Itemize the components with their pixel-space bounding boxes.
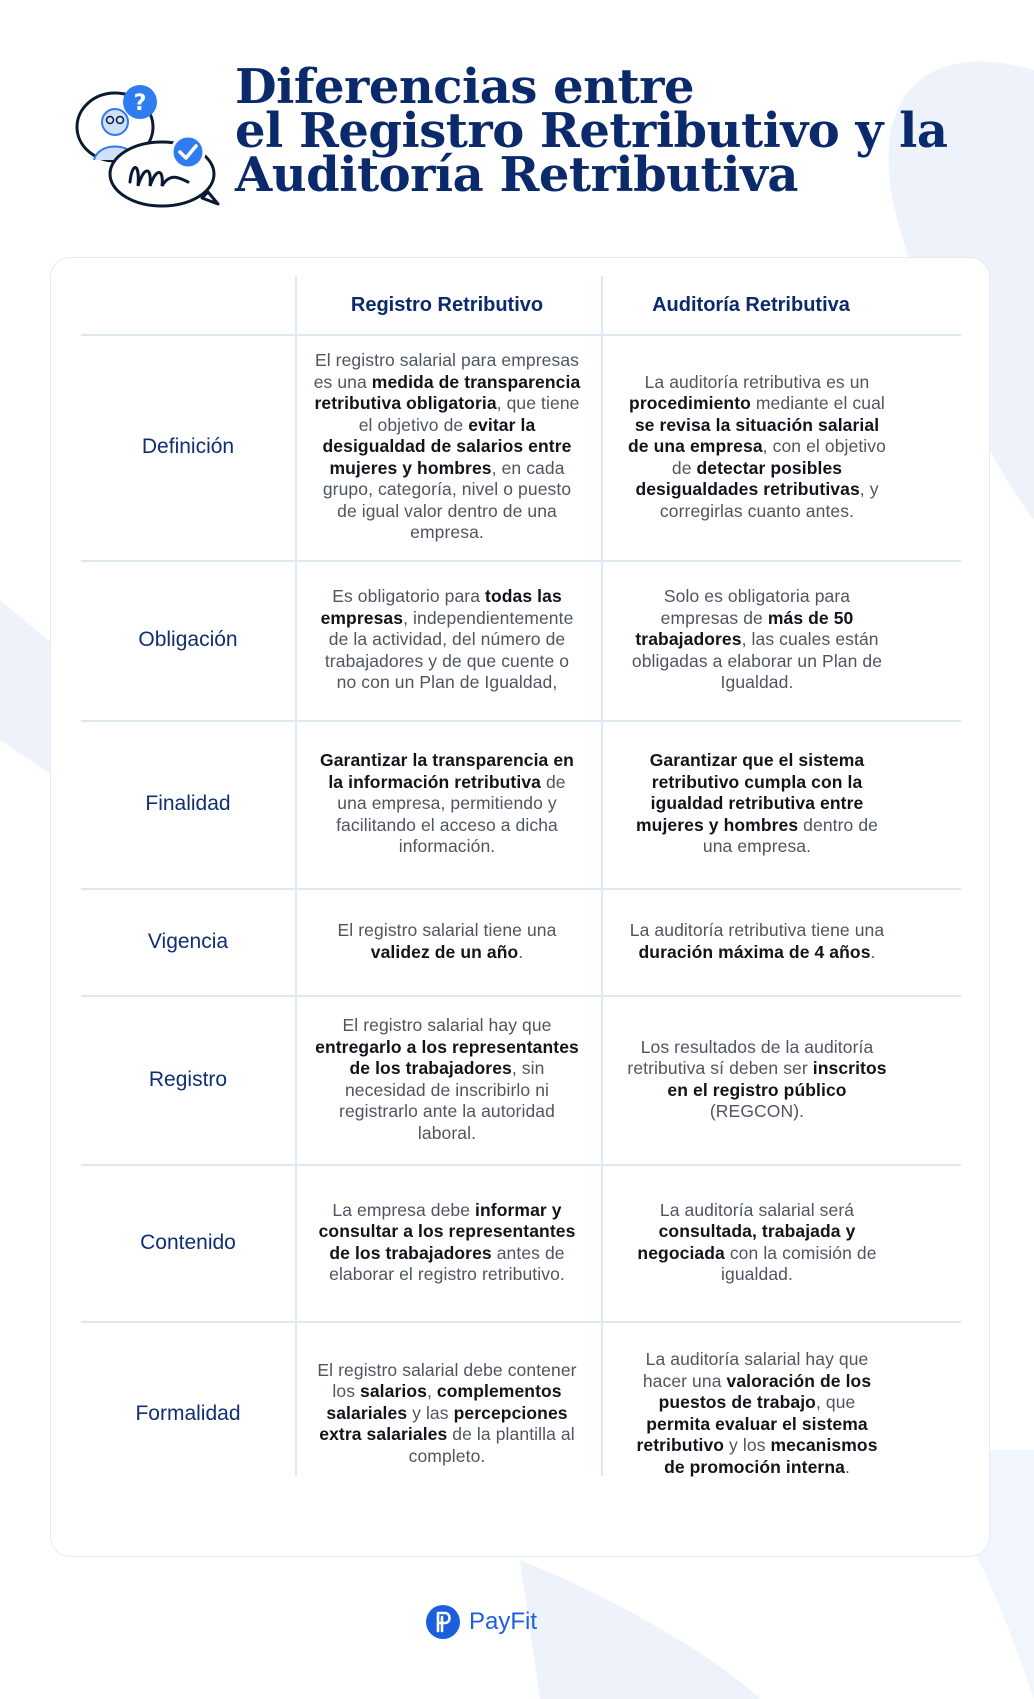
svg-text:?: ? xyxy=(133,91,147,116)
payfit-logo-icon xyxy=(425,1604,461,1640)
cell-text: Garantizar la transparencia en la información retributiva de una empresa, permitiendo y facilitando el acceso a dicha información. xyxy=(320,750,574,857)
cell-registro xyxy=(313,720,581,888)
people-chat-icon xyxy=(70,82,220,212)
cell-text: La auditoría salarial será consultada, trabajada y negociada con la comisión de igualdad. xyxy=(637,1199,877,1284)
row-label: Obligación xyxy=(138,628,238,651)
row-label: Definición xyxy=(141,435,235,458)
cell-auditoria xyxy=(625,995,889,1164)
cell-text: La auditoría retributiva tiene una duración máxima de 4 años. xyxy=(629,920,885,962)
cell-text: Solo es obligatoria para empresas de más de 50 trabajadores, las cuales están obligadas a elaborar un Plan de Igualdad. xyxy=(631,586,883,693)
cell-text: La empresa debe informar y consultar a los representantes de los trabajadores antes de elaborar el registro retributivo. xyxy=(318,1199,576,1284)
table-row xyxy=(81,720,961,888)
title-line: el Registro Retributivo y la xyxy=(235,103,948,159)
cell-registro xyxy=(313,995,581,1164)
row-label: Registro xyxy=(148,1067,228,1091)
page-title xyxy=(235,59,948,203)
brand-name: PayFit xyxy=(469,1608,538,1635)
table-row xyxy=(81,334,961,560)
cell-registro xyxy=(313,1321,581,1506)
row-label: Formalidad xyxy=(135,1401,241,1425)
title-line: Auditoría Retributiva xyxy=(235,147,798,203)
row-label: Vigencia xyxy=(147,929,229,953)
cell-auditoria xyxy=(625,888,889,995)
cell-text: Los resultados de la auditoría retributiva sí deben ser inscritos en el registro público (REGCON). xyxy=(627,1036,887,1121)
cell-text: El registro salarial debe contener los salarios, complementos salariales y las percepciones extra salariales de la plantilla al completo. xyxy=(317,1359,577,1466)
title-line: Diferencias entre xyxy=(235,59,695,115)
cell-registro xyxy=(313,888,581,995)
table-row xyxy=(81,1321,961,1506)
cell-auditoria xyxy=(625,1164,889,1321)
checkmark-badge-icon xyxy=(172,136,204,168)
footer xyxy=(425,1604,537,1640)
row-label: Contenido xyxy=(140,1230,236,1254)
cell-text: El registro salarial tiene una validez de un año. xyxy=(337,920,557,962)
cell-registro xyxy=(313,1164,581,1321)
cell-text: La auditoría salarial hay que hacer una valoración de los puestos de trabajo, que permita evaluar el sistema retributivo y los mecanismos de promoción interna. xyxy=(636,1349,878,1477)
table-row xyxy=(81,995,961,1164)
column-header-registro: Registro Retributivo xyxy=(350,293,544,316)
cell-registro xyxy=(313,334,581,560)
cell-text: Garantizar que el sistema retributivo cumpla con la igualdad retributiva entre mujeres y hombres dentro de una empresa. xyxy=(636,750,878,857)
table-row xyxy=(81,1164,961,1321)
table-row xyxy=(81,560,961,720)
cell-text: El registro salarial hay que entregarlo a los representantes de los trabajadores, sin necesidad de inscribirlo ni registrarlo ante la autoridad laboral. xyxy=(315,1015,579,1143)
cell-text: El registro salarial para empresas es una medida de transparencia retributiva obligatoria, que tiene el objetivo de evitar la desigualdad de salarios entre mujeres y hombres, en cada grupo, categoría, nivel o puesto de igual valor dentro de una empresa. xyxy=(313,350,581,543)
column-header-auditoria: Auditoría Retributiva xyxy=(652,293,850,316)
table-row xyxy=(81,888,961,995)
cell-auditoria xyxy=(625,720,889,888)
question-icon xyxy=(123,85,157,119)
cell-auditoria xyxy=(625,1321,889,1506)
cell-auditoria xyxy=(625,334,889,560)
cell-text: Es obligatorio para todas las empresas, independientemente de la actividad, del número de trabajadores y de que cuente o no con un Plan de Igualdad, xyxy=(320,586,574,693)
cell-auditoria xyxy=(625,560,889,720)
header xyxy=(70,60,970,210)
cell-registro xyxy=(313,560,581,720)
row-label: Finalidad xyxy=(145,792,231,815)
comparison-card xyxy=(50,257,990,1557)
cell-text: La auditoría retributiva es un procedimiento mediante el cual se revisa la situación salarial de una empresa, con el objetivo de detectar posibles desigualdades retributivas, y corregirlas cuanto antes. xyxy=(628,371,886,521)
